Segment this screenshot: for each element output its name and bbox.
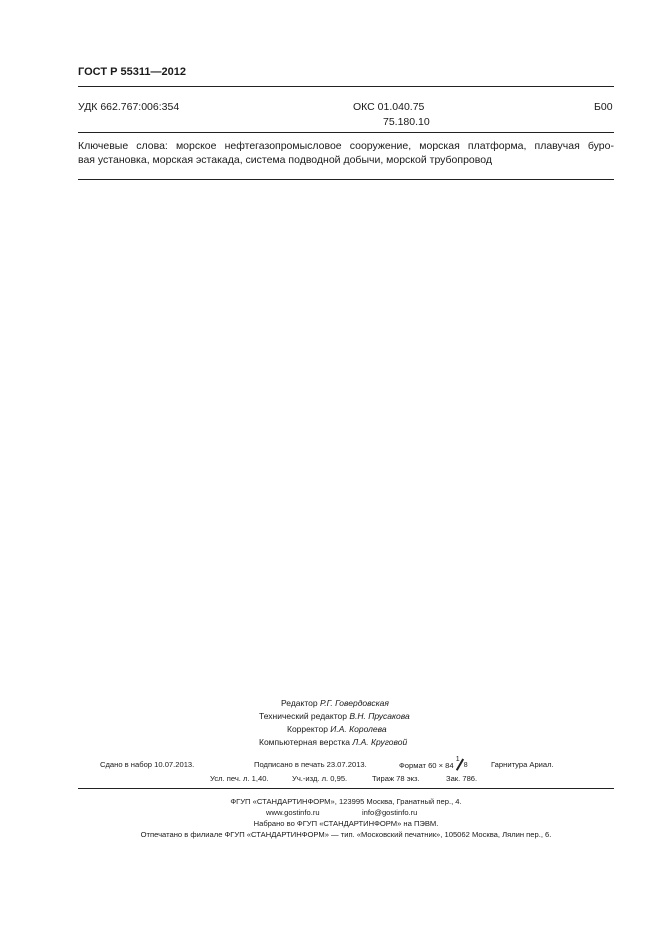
credit-name: И.А. Королева — [330, 724, 387, 734]
oks-code-2: 75.180.10 — [383, 116, 430, 128]
publisher-address: ФГУП «СТАНДАРТИНФОРМ», 123995 Москва, Гранатный пер., 4. — [230, 797, 462, 806]
print-order: Зак. 786. — [446, 774, 478, 783]
print-sheets: Усл. печ. л. 1,40. — [210, 774, 269, 783]
classification-code: Б00 — [594, 101, 613, 113]
standard-code: ГОСТ Р 55311—2012 — [78, 66, 186, 78]
print-font: Гарнитура Ариал. — [491, 760, 554, 769]
credit-role: Корректор — [287, 724, 331, 734]
print-submitted: Сдано в набор 10.07.2013. — [100, 760, 195, 769]
udk-code: УДК 662.767:006:354 — [78, 101, 180, 113]
print-signed: Подписано в печать 23.07.2013. — [254, 760, 367, 769]
credit-layout — [259, 737, 407, 747]
credit-role: Редактор — [281, 698, 320, 708]
credit-name: В.Н. Прусакова — [349, 711, 410, 721]
format-denominator: 8 — [463, 762, 468, 769]
credit-role: Компьютерная верстка — [259, 737, 353, 747]
format-numerator: 1 — [455, 756, 460, 763]
classification-divider — [78, 132, 614, 133]
publisher-typeset: Набрано во ФГУП «СТАНДАРТИНФОРМ» на ПЭВМ. — [253, 819, 439, 828]
publisher-email[interactable]: info@gostinfo.ru — [362, 808, 418, 817]
publisher-divider — [78, 788, 614, 789]
credit-proofreader — [287, 724, 387, 734]
format-fraction — [456, 758, 470, 770]
publisher-printed: Отпечатано в филиале ФГУП «СТАНДАРТИНФОРМ» — тип. «Московский печатник», 105062 Москва, Лялин пер., 6. — [140, 830, 552, 839]
oks-code-1: ОКС 01.040.75 — [353, 101, 425, 113]
print-format — [399, 758, 470, 770]
print-run: Тираж 78 экз. — [372, 774, 420, 783]
credit-editor — [281, 698, 389, 708]
keywords-line-1: Ключевые слова: морское нефтегазопромысловое сооружение, морская платформа, плавучая буро- — [78, 140, 614, 152]
print-edition-sheets: Уч.-изд. л. 0,95. — [292, 774, 348, 783]
publisher-website[interactable]: www.gostinfo.ru — [266, 808, 320, 817]
keywords-divider — [78, 179, 614, 180]
print-format-prefix: Формат 60 × 84 — [399, 761, 454, 770]
credit-tech-editor — [259, 711, 410, 721]
keywords-line-2: вая установка, морская эстакада, система подводной добычи, морской трубопровод — [78, 154, 492, 166]
header-divider — [78, 86, 614, 87]
credit-name: Р.Г. Говердовская — [319, 698, 389, 708]
credit-role: Технический редактор — [259, 711, 350, 721]
credit-name: Л.А. Круговой — [352, 737, 408, 747]
